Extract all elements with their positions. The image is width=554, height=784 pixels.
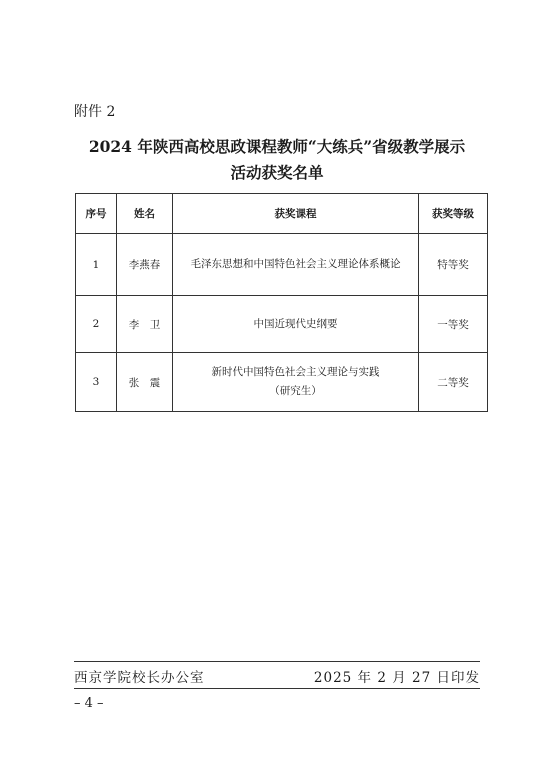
table-row — [76, 296, 488, 353]
issue-date: 2025 年 2 月 27 日印发 — [313, 670, 480, 686]
cell-course — [173, 296, 419, 353]
column-header-level: 获奖等级 — [419, 194, 488, 234]
cell-level: 特等奖 — [419, 234, 488, 296]
course-note: （研究生） — [269, 385, 322, 397]
cell-name: 李燕春 — [117, 234, 173, 296]
award-table — [75, 193, 488, 412]
course-title: 中国近现代史纲要 — [253, 317, 338, 330]
cell-number: 3 — [76, 353, 117, 412]
cell-number: 1 — [76, 234, 117, 296]
cell-level: 二等奖 — [419, 353, 488, 412]
column-header-course: 获奖课程 — [173, 194, 419, 234]
course-title: 新时代中国特色社会主义理论与实践 — [211, 366, 380, 378]
attachment-label: 附件 2 — [74, 104, 116, 120]
cell-number: 2 — [76, 296, 117, 353]
footer-rule-top — [74, 661, 480, 662]
footer-rule-bottom — [74, 688, 480, 689]
cell-name: 李 卫 — [117, 296, 173, 353]
cell-level: 一等奖 — [419, 296, 488, 353]
cell-course — [173, 353, 419, 412]
cell-course — [173, 234, 419, 296]
document-title-line-2: 活动获奖名单 — [230, 163, 324, 182]
column-header-number: 序号 — [76, 194, 117, 234]
cell-name: 张 震 — [117, 353, 173, 412]
page-number: – 4 – — [74, 696, 104, 711]
table-row — [76, 234, 488, 296]
column-header-name: 姓名 — [117, 194, 173, 234]
table-header-row — [76, 194, 488, 234]
course-title: 毛泽东思想和中国特色社会主义理论体系概论 — [190, 258, 401, 270]
table-row — [76, 353, 488, 412]
document-title-line-1: 2024 年陕西高校思政课程教师“大练兵”省级教学展示 — [88, 137, 466, 156]
issuing-office: 西京学院校长办公室 — [74, 670, 205, 686]
